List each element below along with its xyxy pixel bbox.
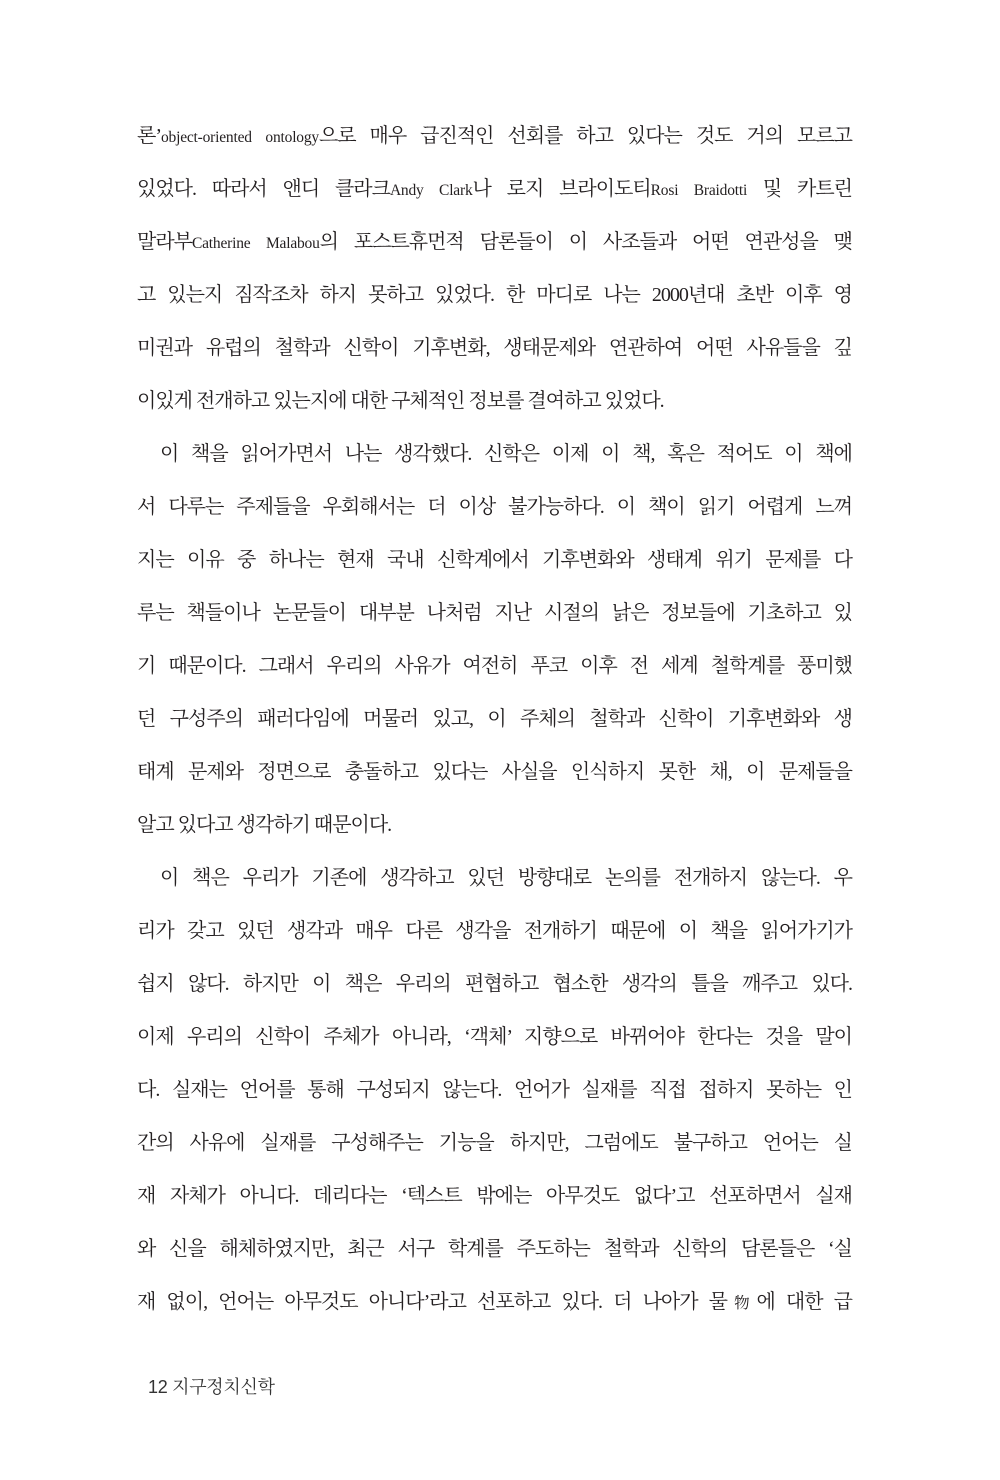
- text-line: [137, 110, 852, 163]
- text-segment: 리가 갖고 있던 생각과 매우 다른 생각을 전개하기 때문에 이 책을 읽어가기가: [137, 920, 852, 942]
- text-segment: 던 구성주의 패러다임에 머물러 있고, 이 주체의 철학과 신학이 기후변화와 생: [137, 708, 852, 730]
- text-line: [137, 216, 852, 269]
- text-segment: 말라부: [137, 231, 192, 253]
- text-line: [137, 1117, 852, 1170]
- text-segment: 다. 실재는 언어를 통해 구성되지 않는다. 언어가 실재를 직접 접하지 못하는 인: [137, 1079, 852, 1101]
- text-line: [137, 1064, 852, 1117]
- body-text: [137, 110, 852, 1329]
- page-number: 12: [148, 1377, 168, 1397]
- text-segment: 이 책을 읽어가면서 나는 생각했다. 신학은 이제 이 책, 혹은 적어도 이 책에: [160, 443, 852, 465]
- text-segment: 재 자체가 아니다. 데리다는 ‘텍스트 밖에는 아무것도 없다’고 선포하면서 실재: [137, 1185, 852, 1207]
- text-segment: 고 있는지 짐작조차 하지 못하고 있었다. 한 마디로 나는 2000년대 초반 이후 영: [137, 284, 852, 306]
- text-line: [137, 905, 852, 958]
- text-segment: 나 로지 브라이도티: [472, 178, 651, 200]
- original-term-gloss: object-oriented ontology: [160, 129, 319, 146]
- text-line: [137, 799, 852, 852]
- text-line: [137, 1223, 852, 1276]
- text-line: [137, 163, 852, 216]
- paragraph: [137, 110, 852, 428]
- text-segment: 쉽지 않다. 하지만 이 책은 우리의 편협하고 협소한 생각의 틀을 깨주고 있다.: [137, 973, 852, 995]
- text-segment: 루는 책들이나 논문들이 대부분 나처럼 지난 시절의 낡은 정보들에 기초하고 있: [137, 602, 852, 624]
- text-segment: 미권과 유럽의 철학과 신학이 기후변화, 생태문제와 연관하여 어떤 사유들을 깊: [137, 337, 852, 359]
- text-line: [137, 640, 852, 693]
- text-segment: 재 없이, 언어는 아무것도 아니다’라고 선포하고 있다. 더 나아가 물: [137, 1291, 727, 1313]
- text-line: [137, 481, 852, 534]
- text-segment: 이제 우리의 신학이 주체가 아니라, ‘객체’ 지향으로 바뀌어야 한다는 것을 말이: [137, 1026, 852, 1048]
- text-line: [137, 322, 852, 375]
- text-segment: 의 포스트휴먼적 담론들이 이 사조들과 어떤 연관성을 맺: [319, 231, 852, 253]
- text-segment: 기 때문이다. 그래서 우리의 사유가 여전히 푸코 이후 전 세계 철학계를 풍미했: [137, 655, 852, 677]
- text-segment: 론’: [137, 125, 161, 147]
- text-segment: 와 신을 해체하였지만, 최근 서구 학계를 주도하는 철학과 신학의 담론들은 ‘실: [137, 1238, 852, 1260]
- text-segment: 알고 있다고 생각하기 때문이다.: [137, 814, 392, 836]
- page-footer: [148, 1374, 275, 1400]
- original-term-gloss: Andy Clark: [389, 182, 473, 199]
- text-segment: 서 다루는 주제들을 우회해서는 더 이상 불가능하다. 이 책이 읽기 어렵게 느껴: [137, 496, 852, 518]
- text-segment: 이있게 전개하고 있는지에 대한 구체적인 정보를 결여하고 있었다.: [137, 390, 664, 412]
- text-line: [137, 693, 852, 746]
- paragraph: [137, 428, 852, 852]
- original-term-gloss: Rosi Braidotti: [650, 182, 748, 199]
- text-line: [137, 1170, 852, 1223]
- text-segment: 태계 문제와 정면으로 충돌하고 있다는 사실을 인식하지 못한 채, 이 문제들을: [137, 761, 852, 783]
- text-line: [137, 428, 852, 481]
- paragraph: [137, 852, 852, 1329]
- text-segment: 으로 매우 급진적인 선회를 하고 있다는 것도 거의 모르고: [318, 125, 852, 147]
- text-segment: 있었다. 따라서 앤디 클라크: [137, 178, 390, 200]
- text-segment: 간의 사유에 실재를 구성해주는 기능을 하지만, 그럼에도 불구하고 언어는 실: [137, 1132, 852, 1154]
- text-line: [137, 534, 852, 587]
- original-term-gloss: 物: [726, 1295, 757, 1312]
- text-line: [137, 587, 852, 640]
- text-line: [137, 958, 852, 1011]
- text-segment: 에 대한 급: [756, 1291, 852, 1313]
- text-line: [137, 746, 852, 799]
- text-line: [137, 269, 852, 322]
- original-term-gloss: Catherine Malabou: [191, 235, 320, 252]
- text-line: [137, 375, 852, 428]
- text-line: [137, 1011, 852, 1064]
- text-segment: 및 카트린: [747, 178, 852, 200]
- text-line: [137, 1276, 852, 1329]
- text-line: [137, 852, 852, 905]
- text-segment: 지는 이유 중 하나는 현재 국내 신학계에서 기후변화와 생태계 위기 문제를 다: [137, 549, 852, 571]
- running-title: 지구정치신학: [172, 1377, 275, 1397]
- text-segment: 이 책은 우리가 기존에 생각하고 있던 방향대로 논의를 전개하지 않는다. 우: [160, 867, 852, 889]
